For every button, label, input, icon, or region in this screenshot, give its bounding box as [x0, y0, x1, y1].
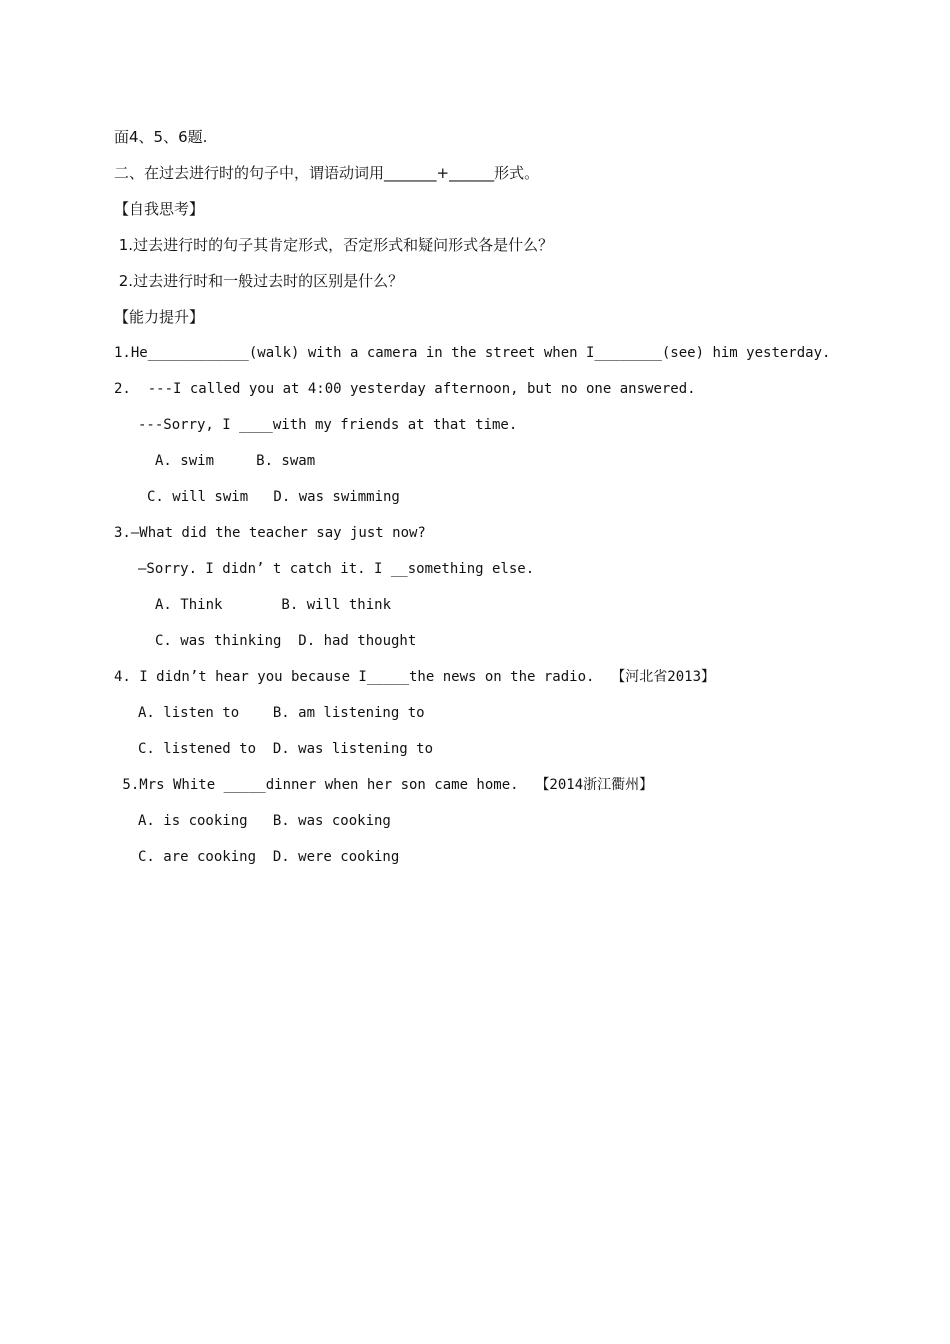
exercise-3-reply: —Sorry. I didn’ t catch it. I __something else.	[138, 561, 535, 577]
exercise-2-options-cd: C. will swim D. was swimming	[147, 489, 400, 505]
exercise-2-reply: ---Sorry, I ____with my friends at that time.	[138, 417, 518, 433]
exercise-1: 1.He____________(walk) with a camera in the street when I________(see) him yesterday.	[114, 345, 831, 361]
exercise-3-options-ab: A. Think B. will think	[155, 597, 392, 613]
exercise-5-options-cd: C. are cooking D. were cooking	[138, 849, 400, 865]
exercise-2: 2. ---I called you at 4:00 yesterday afternoon, but no one answered.	[114, 381, 696, 397]
continuation-line: 面4、5、6题.	[114, 128, 208, 146]
exercise-4-options-ab: A. listen to B. am listening to	[138, 705, 425, 721]
section-two-line: 二、在过去进行时的句子中，谓语动词用_______+______形式。	[114, 164, 540, 182]
exercise-3: 3.—What did the teacher say just now?	[114, 525, 426, 541]
ability-heading: 【能力提升】	[114, 308, 205, 326]
exercise-3-options-cd: C. was thinking D. had thought	[155, 633, 417, 649]
exercise-2-options-ab: A. swim B. swam	[155, 453, 316, 469]
exercise-5: 5.Mrs White _____dinner when her son came home. 【2014浙江衢州】	[114, 777, 654, 793]
self-reflection-heading: 【自我思考】	[114, 200, 205, 218]
exercise-4: 4. I didn’t hear you because I_____the news on the radio. 【河北省2013】	[114, 669, 716, 685]
reflection-question-2: 2.过去进行时和一般过去时的区别是什么？	[114, 272, 404, 290]
exercise-5-options-ab: A. is cooking B. was cooking	[138, 813, 391, 829]
reflection-question-1: 1.过去进行时的句子其肯定形式，否定形式和疑问形式各是什么？	[114, 236, 554, 254]
exercise-4-options-cd: C. listened to D. was listening to	[138, 741, 434, 757]
